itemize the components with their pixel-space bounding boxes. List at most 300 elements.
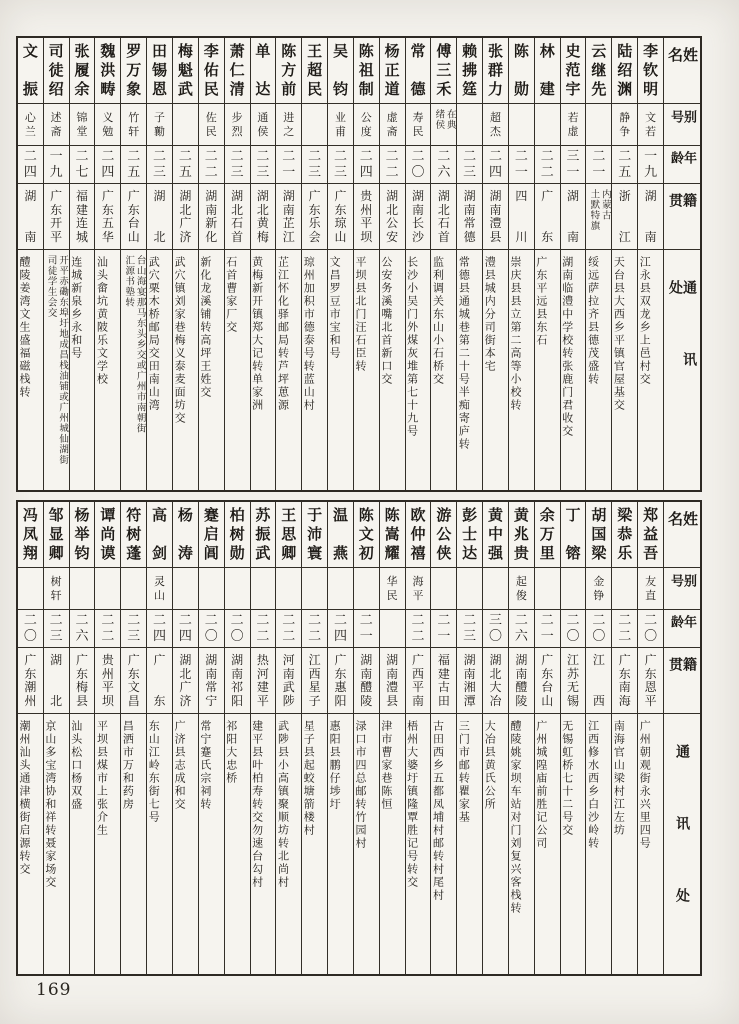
person-address-cell bbox=[121, 714, 146, 974]
person-address-cell bbox=[121, 250, 146, 490]
person-native: 广 东 台 山 bbox=[541, 653, 554, 708]
person-address: 平坝县煤市上张介生 bbox=[95, 720, 109, 837]
person-address: 昌洒市万和药房 bbox=[121, 720, 135, 811]
person-address-cell bbox=[509, 714, 534, 974]
person-column bbox=[44, 38, 70, 490]
person-address: 琼州加积市德泰号转蓝山村 bbox=[302, 256, 316, 412]
person-native-cell bbox=[535, 648, 560, 714]
person-alias-cell bbox=[638, 568, 663, 610]
person-alias-cell bbox=[199, 104, 224, 146]
person-address-cell bbox=[483, 250, 508, 490]
person-column bbox=[199, 38, 225, 490]
person-native: 广 东 惠 阳 bbox=[334, 653, 347, 708]
person-address bbox=[44, 250, 69, 490]
person-native: 湖 北 广 济 bbox=[179, 189, 192, 244]
person-age-cell bbox=[173, 146, 198, 184]
person-alias: 公 度 bbox=[360, 111, 372, 138]
person-address-cell bbox=[225, 714, 250, 974]
person-name: 陈 勋 bbox=[513, 42, 529, 98]
person-age: 二 〇 bbox=[566, 613, 580, 644]
person-address: 津市曹家巷陈恒 bbox=[379, 720, 393, 811]
person-column bbox=[147, 502, 173, 974]
person-alias: 心 兰 bbox=[24, 111, 36, 138]
person-name-cell bbox=[354, 502, 379, 568]
person-name: 史 范 宇 bbox=[565, 42, 581, 98]
person-column bbox=[328, 38, 354, 490]
person-native: 湖 北 黄 梅 bbox=[256, 189, 269, 244]
person-age-cell bbox=[199, 610, 224, 648]
person-native: 贵 州 平 坝 bbox=[101, 653, 114, 708]
person-alias-cell bbox=[95, 568, 120, 610]
person-name: 单 达 bbox=[255, 42, 271, 98]
person-column bbox=[535, 38, 561, 490]
person-age: 二 三 bbox=[463, 613, 477, 644]
person-age-cell bbox=[276, 146, 301, 184]
person-age-cell bbox=[431, 146, 456, 184]
person-column bbox=[70, 502, 96, 974]
person-age: 二 六 bbox=[437, 149, 451, 180]
person-native: 湖 南 常 宁 bbox=[205, 653, 218, 708]
person-column bbox=[612, 502, 638, 974]
person-address-subcolumn: 汇源书塾转 bbox=[123, 255, 135, 308]
person-address: 武陟县小高镇聚顺坊转北尚村 bbox=[276, 720, 290, 889]
person-native-cell bbox=[380, 184, 405, 250]
person-native: 湖 南 新 化 bbox=[205, 189, 218, 244]
person-address-cell bbox=[276, 250, 301, 490]
person-age-cell bbox=[509, 146, 534, 184]
person-address: 常宁蹇氏宗祠转 bbox=[198, 720, 212, 811]
person-native: 广 东 琼 山 bbox=[334, 189, 347, 244]
person-alias: 锦 堂 bbox=[76, 111, 88, 138]
person-alias: 树 轩 bbox=[50, 575, 62, 602]
person-address-cell bbox=[535, 714, 560, 974]
person-name: 苏 振 武 bbox=[255, 506, 271, 562]
person-alias-cell bbox=[535, 568, 560, 610]
person-name-cell bbox=[173, 502, 198, 568]
person-name: 蹇 启 阊 bbox=[203, 506, 219, 562]
person-age: 二 三 bbox=[153, 149, 167, 180]
person-column bbox=[302, 38, 328, 490]
person-native: 福 建 古 田 bbox=[437, 653, 450, 708]
person-address: 新化龙溪铺转高坪王姓交 bbox=[198, 256, 212, 399]
person-native-cell bbox=[328, 184, 353, 250]
person-native-cell bbox=[509, 648, 534, 714]
person-column bbox=[561, 502, 587, 974]
person-name: 田 锡 恩 bbox=[152, 42, 168, 98]
person-column bbox=[483, 38, 509, 490]
person-alias: 若 虚 bbox=[567, 111, 579, 138]
header-age-cell bbox=[664, 610, 700, 648]
person-address-cell bbox=[586, 250, 611, 490]
person-native-cell bbox=[328, 648, 353, 714]
person-name: 萧 仁 清 bbox=[229, 42, 245, 98]
person-native: 湖 南 澧 县 bbox=[489, 189, 502, 244]
person-age-cell bbox=[561, 146, 586, 184]
person-alias-cell bbox=[561, 568, 586, 610]
person-column bbox=[276, 502, 302, 974]
person-address-cell bbox=[173, 714, 198, 974]
person-alias: 通 侯 bbox=[257, 111, 269, 138]
person-name-cell bbox=[302, 502, 327, 568]
person-address: 湖南临澧中学校转张鹿门君收交 bbox=[560, 256, 574, 438]
person-native-cell bbox=[561, 648, 586, 714]
person-column bbox=[354, 38, 380, 490]
person-age: 三 〇 bbox=[489, 613, 503, 644]
person-age: 二 三 bbox=[333, 149, 347, 180]
person-name: 陈 方 前 bbox=[281, 42, 297, 98]
person-alias-cell bbox=[44, 104, 69, 146]
person-column bbox=[586, 38, 612, 490]
person-address-cell bbox=[44, 714, 69, 974]
person-age: 二 一 bbox=[437, 613, 451, 644]
person-name: 高 剑 bbox=[152, 506, 168, 562]
person-age-cell bbox=[199, 146, 224, 184]
person-alias-cell bbox=[535, 104, 560, 146]
person-alias-cell bbox=[586, 104, 611, 146]
person-address: 江西修水西乡白沙岭转 bbox=[586, 720, 600, 850]
person-native: 广 东 潮 州 bbox=[24, 653, 37, 708]
person-column bbox=[173, 38, 199, 490]
person-native: 广 东 文 昌 bbox=[127, 653, 140, 708]
person-age-cell bbox=[147, 610, 172, 648]
person-native: 湖 南 湘 潭 bbox=[463, 653, 476, 708]
person-alias: 华 民 bbox=[386, 575, 398, 602]
person-age-cell bbox=[302, 610, 327, 648]
person-name-cell bbox=[121, 502, 146, 568]
person-column bbox=[380, 502, 406, 974]
header-age-label: 年龄 bbox=[668, 615, 696, 632]
person-native: 湖 北 公 安 bbox=[386, 189, 399, 244]
person-native: 湖 北 石 首 bbox=[231, 189, 244, 244]
person-address-cell bbox=[612, 714, 637, 974]
person-name-cell bbox=[561, 38, 586, 104]
person-address-cell bbox=[302, 250, 327, 490]
person-age: 二 〇 bbox=[644, 613, 658, 644]
person-column bbox=[586, 502, 612, 974]
person-address: 南海官山梁村江左坊 bbox=[612, 720, 626, 837]
person-age: 二 〇 bbox=[230, 613, 244, 644]
person-age: 二 〇 bbox=[411, 149, 425, 180]
person-alias-cell bbox=[225, 104, 250, 146]
person-address-cell bbox=[95, 250, 120, 490]
person-age: 二 四 bbox=[489, 149, 503, 180]
header-name-cell bbox=[664, 38, 700, 104]
person-alias-cell bbox=[70, 104, 95, 146]
person-address: 石首曹家厂交 bbox=[224, 256, 238, 334]
person-address: 建平县叶柏寿转交勿速台勾村 bbox=[250, 720, 264, 889]
person-address-cell bbox=[354, 714, 379, 974]
header-column bbox=[664, 38, 700, 490]
person-age: 二 一 bbox=[592, 149, 606, 180]
person-name-cell bbox=[328, 502, 353, 568]
person-column bbox=[302, 502, 328, 974]
person-name-cell bbox=[225, 38, 250, 104]
person-column bbox=[121, 38, 147, 490]
person-age-cell bbox=[95, 610, 120, 648]
person-age-cell bbox=[380, 146, 405, 184]
person-address: 文昌罗豆市宝和号 bbox=[328, 256, 342, 360]
person-name: 文 振 bbox=[22, 42, 38, 98]
person-alias-cell bbox=[406, 104, 431, 146]
person-age-cell bbox=[121, 610, 146, 648]
person-native: 湖 南 澧 县 bbox=[386, 653, 399, 708]
person-name: 郑 益 吾 bbox=[643, 506, 659, 562]
person-address: 崇庆县县立第二高等小校转 bbox=[509, 256, 523, 412]
person-address: 常德县通城巷第二十号半痴寄庐转 bbox=[457, 256, 471, 451]
person-name-cell bbox=[535, 38, 560, 104]
person-name: 于 沛 寰 bbox=[307, 506, 323, 562]
person-address: 澧县城内分司街本宅 bbox=[483, 256, 497, 373]
person-name-cell bbox=[406, 38, 431, 104]
person-alias-subcolumn: 在典 bbox=[444, 109, 456, 130]
person-address: 公安务溪嘴北首新口交 bbox=[379, 256, 393, 386]
person-native-cell bbox=[431, 648, 456, 714]
person-address: 醴陵姜湾文生盛福磁栈转 bbox=[18, 256, 31, 399]
person-name-cell bbox=[44, 38, 69, 104]
person-alias bbox=[431, 104, 456, 145]
person-address: 惠阳县鹏仔埗圩 bbox=[328, 720, 342, 811]
person-native-cell bbox=[251, 648, 276, 714]
person-address: 监利调关东山小石桥交 bbox=[431, 256, 445, 386]
person-address: 芷江怀化驿邮局转芦坪葸源 bbox=[276, 256, 290, 412]
person-age: 二 六 bbox=[75, 613, 89, 644]
person-column bbox=[95, 502, 121, 974]
person-alias: 佐 民 bbox=[205, 111, 217, 138]
person-name: 符 树 蓬 bbox=[126, 506, 142, 562]
person-native: 广 西 平 南 bbox=[411, 653, 424, 708]
person-name-cell bbox=[586, 502, 611, 568]
person-name: 陈 文 初 bbox=[358, 506, 374, 562]
person-native: 热 河 建 平 bbox=[256, 653, 269, 708]
person-alias-cell bbox=[638, 104, 663, 146]
page-number: 169 bbox=[36, 980, 72, 1000]
person-alias-cell bbox=[251, 568, 276, 610]
person-alias-cell bbox=[509, 104, 534, 146]
person-name-cell bbox=[276, 38, 301, 104]
person-address-cell bbox=[328, 714, 353, 974]
person-age-cell bbox=[457, 610, 482, 648]
person-name: 李 钦 明 bbox=[643, 42, 659, 98]
person-alias: 虚 斋 bbox=[386, 111, 398, 138]
person-native-cell bbox=[406, 648, 431, 714]
person-age-cell bbox=[483, 610, 508, 648]
person-name-cell bbox=[225, 502, 250, 568]
person-native: 江 苏 无 锡 bbox=[567, 653, 580, 708]
person-address-cell bbox=[638, 250, 663, 490]
person-column bbox=[457, 38, 483, 490]
person-column bbox=[354, 502, 380, 974]
person-name: 黄 兆 贵 bbox=[513, 506, 529, 562]
person-native-cell bbox=[380, 648, 405, 714]
person-alias-cell bbox=[612, 104, 637, 146]
person-native-cell bbox=[44, 184, 69, 250]
person-native-cell bbox=[535, 184, 560, 250]
person-name: 陈 祖 制 bbox=[358, 42, 374, 98]
person-name-cell bbox=[70, 502, 95, 568]
person-column bbox=[431, 38, 457, 490]
person-age: 三 一 bbox=[566, 149, 580, 180]
person-alias-cell bbox=[251, 104, 276, 146]
person-age: 二 二 bbox=[618, 613, 632, 644]
person-native: 湖 北 大 冶 bbox=[489, 653, 502, 708]
person-name-cell bbox=[121, 38, 146, 104]
person-alias: 友 直 bbox=[645, 575, 657, 602]
person-address-cell bbox=[612, 250, 637, 490]
person-address-cell bbox=[354, 250, 379, 490]
person-column bbox=[173, 502, 199, 974]
person-address: 天台县大西乡平镇官屋基交 bbox=[612, 256, 626, 412]
person-address-cell bbox=[380, 250, 405, 490]
person-name: 傅 三 禾 bbox=[436, 42, 452, 98]
person-name: 梁 恭 乐 bbox=[617, 506, 633, 562]
person-alias-cell bbox=[95, 104, 120, 146]
person-native: 广 东 梅 县 bbox=[76, 653, 89, 708]
person-address-cell bbox=[18, 714, 43, 974]
person-name-cell bbox=[638, 502, 663, 568]
roster-table-bottom bbox=[16, 500, 702, 976]
person-native-cell bbox=[638, 648, 663, 714]
person-native: 湖 南 祁 阳 bbox=[231, 653, 244, 708]
person-age: 二 四 bbox=[101, 149, 115, 180]
person-age-cell bbox=[612, 146, 637, 184]
person-column bbox=[225, 38, 251, 490]
person-column bbox=[251, 38, 277, 490]
person-name: 谭 尚 谟 bbox=[100, 506, 116, 562]
person-alias-cell bbox=[483, 104, 508, 146]
person-age-cell bbox=[638, 146, 663, 184]
person-age: 二 二 bbox=[256, 613, 270, 644]
person-age: 二 〇 bbox=[592, 613, 606, 644]
person-age-cell bbox=[70, 610, 95, 648]
person-age: 二 三 bbox=[230, 149, 244, 180]
person-native-cell bbox=[483, 648, 508, 714]
person-address: 星子县起蛟塘箭楼村 bbox=[302, 720, 316, 837]
person-name-cell bbox=[406, 502, 431, 568]
person-native: 湖 北 广 济 bbox=[179, 653, 192, 708]
person-address: 祁阳大忠桥 bbox=[224, 720, 238, 785]
person-address-cell bbox=[225, 250, 250, 490]
person-alias-cell bbox=[612, 568, 637, 610]
person-age-cell bbox=[380, 610, 405, 648]
person-alias-cell bbox=[147, 568, 172, 610]
header-native-cell bbox=[664, 648, 700, 714]
person-address-cell bbox=[147, 714, 172, 974]
person-age-cell bbox=[561, 610, 586, 648]
person-name: 吴 钧 bbox=[332, 42, 348, 98]
person-native-cell bbox=[173, 184, 198, 250]
person-age-cell bbox=[586, 146, 611, 184]
person-age: 二 二 bbox=[540, 149, 554, 180]
person-address-cell bbox=[302, 714, 327, 974]
person-alias-cell bbox=[354, 568, 379, 610]
person-address-cell bbox=[431, 250, 456, 490]
person-age-cell bbox=[328, 146, 353, 184]
person-age-cell bbox=[70, 146, 95, 184]
person-name: 胡 国 梁 bbox=[591, 506, 607, 562]
person-age: 二 四 bbox=[153, 613, 167, 644]
person-address-cell bbox=[483, 714, 508, 974]
header-address-cell bbox=[664, 714, 700, 974]
person-alias-cell bbox=[328, 568, 353, 610]
person-address-cell bbox=[638, 714, 663, 974]
person-native-cell bbox=[302, 648, 327, 714]
person-name-cell bbox=[302, 38, 327, 104]
header-address-label: 通讯处 bbox=[674, 744, 690, 960]
person-age: 二 一 bbox=[514, 149, 528, 180]
header-alias-cell bbox=[664, 104, 700, 146]
person-native: 四 川 bbox=[515, 189, 528, 244]
person-native: 广 东 南 海 bbox=[618, 653, 631, 708]
person-address: 大冶县黄氏公所 bbox=[483, 720, 497, 811]
person-alias-cell bbox=[276, 104, 301, 146]
person-address-cell bbox=[70, 714, 95, 974]
person-address: 汕头松口杨双盛 bbox=[69, 720, 83, 811]
person-age: 二 四 bbox=[359, 149, 373, 180]
person-name: 魏 洪 畴 bbox=[100, 42, 116, 98]
person-alias: 海 平 bbox=[412, 575, 424, 602]
person-column bbox=[225, 502, 251, 974]
person-name: 常 德 bbox=[410, 42, 426, 98]
person-age-cell bbox=[95, 146, 120, 184]
person-address: 黄梅新开镇郑大记转单家洲 bbox=[250, 256, 264, 412]
person-native-cell bbox=[173, 648, 198, 714]
person-native: 广 东 恩 平 bbox=[644, 653, 657, 708]
person-address-cell bbox=[509, 250, 534, 490]
person-age: 二 三 bbox=[127, 613, 141, 644]
person-age: 二 四 bbox=[178, 613, 192, 644]
person-native-cell bbox=[483, 184, 508, 250]
person-name: 丁 镕 bbox=[565, 506, 581, 562]
person-address-cell bbox=[431, 714, 456, 974]
person-age-cell bbox=[406, 146, 431, 184]
person-name-cell bbox=[509, 38, 534, 104]
person-age-cell bbox=[509, 610, 534, 648]
person-alias-cell bbox=[18, 568, 43, 610]
person-age: 二 五 bbox=[618, 149, 632, 180]
person-column bbox=[406, 502, 432, 974]
person-column bbox=[509, 38, 535, 490]
person-native bbox=[586, 184, 611, 249]
person-column bbox=[199, 502, 225, 974]
person-native-cell bbox=[276, 184, 301, 250]
person-column bbox=[561, 38, 587, 490]
person-alias: 灵 山 bbox=[154, 575, 166, 602]
person-age: 二 二 bbox=[308, 613, 322, 644]
person-name: 梅 魁 武 bbox=[177, 42, 193, 98]
person-age: 二 二 bbox=[204, 149, 218, 180]
person-native: 湖 南 bbox=[24, 189, 37, 244]
person-address-cell bbox=[251, 714, 276, 974]
person-column bbox=[457, 502, 483, 974]
person-column bbox=[483, 502, 509, 974]
person-native-cell bbox=[95, 648, 120, 714]
person-name: 林 建 bbox=[539, 42, 555, 98]
person-name-cell bbox=[199, 502, 224, 568]
person-native: 广 东 开 平 bbox=[50, 189, 63, 244]
person-native-cell bbox=[121, 184, 146, 250]
person-age-cell bbox=[535, 146, 560, 184]
person-age: 二 三 bbox=[256, 149, 270, 180]
person-native-cell bbox=[586, 648, 611, 714]
person-alias-cell bbox=[586, 568, 611, 610]
person-native: 湖 北 bbox=[153, 189, 166, 244]
person-age: 二 四 bbox=[333, 613, 347, 644]
header-native-cell bbox=[664, 184, 700, 250]
person-name: 邹 显 卿 bbox=[48, 506, 64, 562]
person-age: 二 五 bbox=[127, 149, 141, 180]
person-age-cell bbox=[147, 146, 172, 184]
person-native-cell bbox=[225, 184, 250, 250]
